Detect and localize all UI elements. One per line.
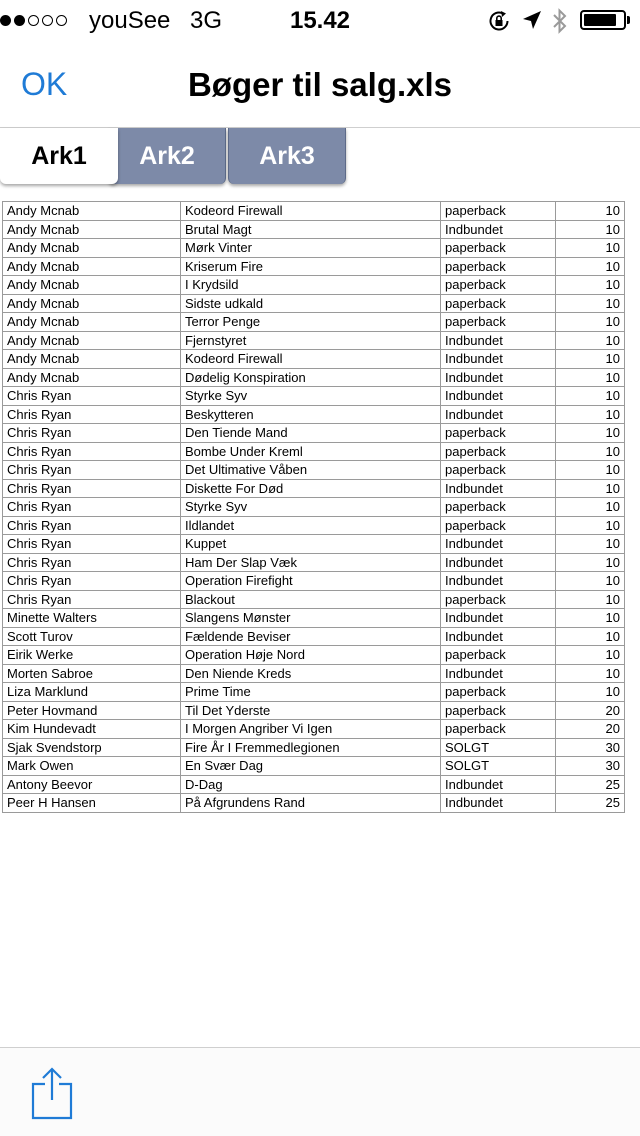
table-row <box>3 720 625 739</box>
author-cell[interactable]: Mark Owen <box>3 757 181 776</box>
format-cell[interactable]: Indbundet <box>441 664 556 683</box>
title-cell[interactable]: Den Niende Kreds <box>181 664 441 683</box>
price-cell[interactable]: 30 <box>556 757 625 776</box>
spreadsheet-table <box>2 201 625 813</box>
price-cell[interactable]: 10 <box>556 572 625 591</box>
format-cell[interactable]: Indbundet <box>441 794 556 813</box>
navigation-bar <box>0 40 640 128</box>
title-cell[interactable]: Prime Time <box>181 683 441 702</box>
author-cell[interactable]: Chris Ryan <box>3 461 181 480</box>
table-row <box>3 738 625 757</box>
author-cell[interactable]: Chris Ryan <box>3 479 181 498</box>
table-row <box>3 368 625 387</box>
author-cell[interactable]: Chris Ryan <box>3 424 181 443</box>
author-cell[interactable]: Liza Marklund <box>3 683 181 702</box>
title-cell[interactable]: Fire År I Fremmedlegionen <box>181 738 441 757</box>
price-cell[interactable]: 25 <box>556 794 625 813</box>
table-row <box>3 202 625 221</box>
title-cell[interactable]: Dødelig Konspiration <box>181 368 441 387</box>
price-cell[interactable]: 10 <box>556 368 625 387</box>
orientation-lock-icon <box>487 9 511 33</box>
title-cell[interactable]: Ham Der Slap Væk <box>181 553 441 572</box>
table-row <box>3 516 625 535</box>
title-cell[interactable]: Til Det Yderste <box>181 701 441 720</box>
author-cell[interactable]: Scott Turov <box>3 627 181 646</box>
price-cell[interactable]: 10 <box>556 331 625 350</box>
format-cell[interactable]: paperback <box>441 646 556 665</box>
title-cell[interactable]: Operation Firefight <box>181 572 441 591</box>
table-row <box>3 664 625 683</box>
author-cell[interactable]: Chris Ryan <box>3 516 181 535</box>
table-row <box>3 350 625 369</box>
title-cell[interactable]: Fjernstyret <box>181 331 441 350</box>
table-row <box>3 387 625 406</box>
price-cell[interactable]: 10 <box>556 276 625 295</box>
price-cell[interactable]: 10 <box>556 387 625 406</box>
title-cell[interactable]: Brutal Magt <box>181 220 441 239</box>
format-cell[interactable]: paperback <box>441 516 556 535</box>
price-cell[interactable]: 10 <box>556 516 625 535</box>
title-cell[interactable]: Sidste udkald <box>181 294 441 313</box>
price-cell[interactable]: 30 <box>556 738 625 757</box>
format-cell[interactable]: paperback <box>441 442 556 461</box>
title-cell[interactable]: Ildlandet <box>181 516 441 535</box>
format-cell[interactable]: paperback <box>441 202 556 221</box>
format-cell[interactable]: Indbundet <box>441 572 556 591</box>
format-cell[interactable]: SOLGT <box>441 757 556 776</box>
format-cell[interactable]: Indbundet <box>441 627 556 646</box>
table-row <box>3 609 625 628</box>
format-cell[interactable]: paperback <box>441 683 556 702</box>
title-cell[interactable]: Det Ultimative Våben <box>181 461 441 480</box>
author-cell[interactable]: Chris Ryan <box>3 405 181 424</box>
table-row <box>3 794 625 813</box>
author-cell[interactable]: Chris Ryan <box>3 553 181 572</box>
format-cell[interactable]: paperback <box>441 720 556 739</box>
table-row <box>3 276 625 295</box>
table-row <box>3 294 625 313</box>
author-cell[interactable]: Sjak Svendstorp <box>3 738 181 757</box>
bluetooth-icon <box>551 7 569 35</box>
author-cell[interactable]: Andy Mcnab <box>3 368 181 387</box>
title-cell[interactable]: Operation Høje Nord <box>181 646 441 665</box>
title-cell[interactable]: Bombe Under Kreml <box>181 442 441 461</box>
battery-tip <box>627 16 630 24</box>
format-cell[interactable]: Indbundet <box>441 220 556 239</box>
title-cell[interactable]: Kriserum Fire <box>181 257 441 276</box>
table-row <box>3 239 625 258</box>
format-cell[interactable]: Indbundet <box>441 350 556 369</box>
price-cell[interactable]: 20 <box>556 720 625 739</box>
title-cell[interactable]: Den Tiende Mand <box>181 424 441 443</box>
price-cell[interactable]: 10 <box>556 535 625 554</box>
title-cell[interactable]: En Svær Dag <box>181 757 441 776</box>
price-cell[interactable]: 20 <box>556 701 625 720</box>
author-cell[interactable]: Chris Ryan <box>3 535 181 554</box>
tab-ark3[interactable]: Ark3 <box>228 128 346 184</box>
price-cell[interactable]: 10 <box>556 683 625 702</box>
price-cell[interactable]: 10 <box>556 442 625 461</box>
price-cell[interactable]: 10 <box>556 609 625 628</box>
ok-button[interactable]: OK <box>21 66 68 102</box>
author-cell[interactable]: Chris Ryan <box>3 572 181 591</box>
title-cell[interactable]: Kuppet <box>181 535 441 554</box>
title-cell[interactable]: I Morgen Angriber Vi Igen <box>181 720 441 739</box>
price-cell[interactable]: 10 <box>556 405 625 424</box>
author-cell[interactable]: Andy Mcnab <box>3 220 181 239</box>
format-cell[interactable]: paperback <box>441 257 556 276</box>
author-cell[interactable]: Eirik Werke <box>3 646 181 665</box>
title-cell[interactable]: Diskette For Død <box>181 479 441 498</box>
battery-icon <box>580 10 626 30</box>
status-bar <box>0 0 640 40</box>
table-row <box>3 683 625 702</box>
title-cell[interactable]: På Afgrundens Rand <box>181 794 441 813</box>
title-cell[interactable]: I Krydsild <box>181 276 441 295</box>
author-cell[interactable]: Andy Mcnab <box>3 202 181 221</box>
author-cell[interactable]: Antony Beevor <box>3 775 181 794</box>
table-row <box>3 498 625 517</box>
author-cell[interactable]: Minette Walters <box>3 609 181 628</box>
title-cell[interactable]: Beskytteren <box>181 405 441 424</box>
price-cell[interactable]: 10 <box>556 553 625 572</box>
author-cell[interactable]: Andy Mcnab <box>3 331 181 350</box>
price-cell[interactable]: 10 <box>556 350 625 369</box>
author-cell[interactable]: Peer H Hansen <box>3 794 181 813</box>
format-cell[interactable]: Indbundet <box>441 368 556 387</box>
table-row <box>3 424 625 443</box>
format-cell[interactable]: paperback <box>441 239 556 258</box>
price-cell[interactable]: 10 <box>556 646 625 665</box>
title-cell[interactable]: Blackout <box>181 590 441 609</box>
price-cell[interactable]: 25 <box>556 775 625 794</box>
format-cell[interactable]: paperback <box>441 276 556 295</box>
author-cell[interactable]: Chris Ryan <box>3 442 181 461</box>
table-row <box>3 461 625 480</box>
price-cell[interactable]: 10 <box>556 627 625 646</box>
format-cell[interactable]: Indbundet <box>441 405 556 424</box>
format-cell[interactable]: Indbundet <box>441 553 556 572</box>
price-cell[interactable]: 10 <box>556 202 625 221</box>
table-row <box>3 775 625 794</box>
price-cell[interactable]: 10 <box>556 257 625 276</box>
price-cell[interactable]: 10 <box>556 479 625 498</box>
format-cell[interactable]: paperback <box>441 498 556 517</box>
table-row <box>3 405 625 424</box>
format-cell[interactable]: Indbundet <box>441 535 556 554</box>
title-cell[interactable]: Slangens Mønster <box>181 609 441 628</box>
share-icon[interactable] <box>31 1066 73 1120</box>
author-cell[interactable]: Andy Mcnab <box>3 276 181 295</box>
author-cell[interactable]: Chris Ryan <box>3 590 181 609</box>
table-row <box>3 646 625 665</box>
page-title: Bøger til salg.xls <box>187 66 453 103</box>
format-cell[interactable]: Indbundet <box>441 775 556 794</box>
author-cell[interactable]: Andy Mcnab <box>3 294 181 313</box>
network-type: 3G <box>190 7 223 34</box>
table-row <box>3 572 625 591</box>
author-cell[interactable]: Chris Ryan <box>3 387 181 406</box>
author-cell[interactable]: Kim Hundevadt <box>3 720 181 739</box>
price-cell[interactable]: 10 <box>556 239 625 258</box>
title-cell[interactable]: Kodeord Firewall <box>181 202 441 221</box>
table-row <box>3 535 625 554</box>
table-row <box>3 442 625 461</box>
title-cell[interactable]: Fældende Beviser <box>181 627 441 646</box>
price-cell[interactable]: 10 <box>556 498 625 517</box>
price-cell[interactable]: 10 <box>556 313 625 332</box>
price-cell[interactable]: 10 <box>556 664 625 683</box>
format-cell[interactable]: paperback <box>441 590 556 609</box>
tab-ark1[interactable]: Ark1 <box>0 128 118 184</box>
table-row <box>3 331 625 350</box>
author-cell[interactable]: Chris Ryan <box>3 498 181 517</box>
carrier-name: youSee <box>89 7 171 34</box>
format-cell[interactable]: Indbundet <box>441 387 556 406</box>
price-cell[interactable]: 10 <box>556 424 625 443</box>
title-cell[interactable]: Mørk Vinter <box>181 239 441 258</box>
author-cell[interactable]: Andy Mcnab <box>3 239 181 258</box>
table-row <box>3 257 625 276</box>
format-cell[interactable]: paperback <box>441 461 556 480</box>
author-cell[interactable]: Peter Hovmand <box>3 701 181 720</box>
title-cell[interactable]: Terror Penge <box>181 313 441 332</box>
tab-ark2[interactable]: Ark2 <box>108 128 226 184</box>
format-cell[interactable]: paperback <box>441 701 556 720</box>
format-cell[interactable]: Indbundet <box>441 479 556 498</box>
author-cell[interactable]: Andy Mcnab <box>3 257 181 276</box>
author-cell[interactable]: Andy Mcnab <box>3 350 181 369</box>
location-arrow-icon <box>521 9 543 31</box>
title-cell[interactable]: Styrke Syv <box>181 498 441 517</box>
title-cell[interactable]: D-Dag <box>181 775 441 794</box>
price-cell[interactable]: 10 <box>556 220 625 239</box>
table-row <box>3 757 625 776</box>
table-row <box>3 553 625 572</box>
format-cell[interactable]: paperback <box>441 424 556 443</box>
price-cell[interactable]: 10 <box>556 461 625 480</box>
table-row <box>3 479 625 498</box>
format-cell[interactable]: Indbundet <box>441 609 556 628</box>
table-row <box>3 701 625 720</box>
format-cell[interactable]: paperback <box>441 294 556 313</box>
sheet-tabs <box>0 128 640 186</box>
title-cell[interactable]: Kodeord Firewall <box>181 350 441 369</box>
price-cell[interactable]: 10 <box>556 590 625 609</box>
format-cell[interactable]: Indbundet <box>441 331 556 350</box>
format-cell[interactable]: SOLGT <box>441 738 556 757</box>
table-row <box>3 627 625 646</box>
author-cell[interactable]: Morten Sabroe <box>3 664 181 683</box>
status-time: 15.42 <box>289 7 351 34</box>
bottom-toolbar <box>0 1047 640 1136</box>
title-cell[interactable]: Styrke Syv <box>181 387 441 406</box>
table-row <box>3 313 625 332</box>
author-cell[interactable]: Andy Mcnab <box>3 313 181 332</box>
price-cell[interactable]: 10 <box>556 294 625 313</box>
table-row <box>3 220 625 239</box>
format-cell[interactable]: paperback <box>441 313 556 332</box>
table-row <box>3 590 625 609</box>
